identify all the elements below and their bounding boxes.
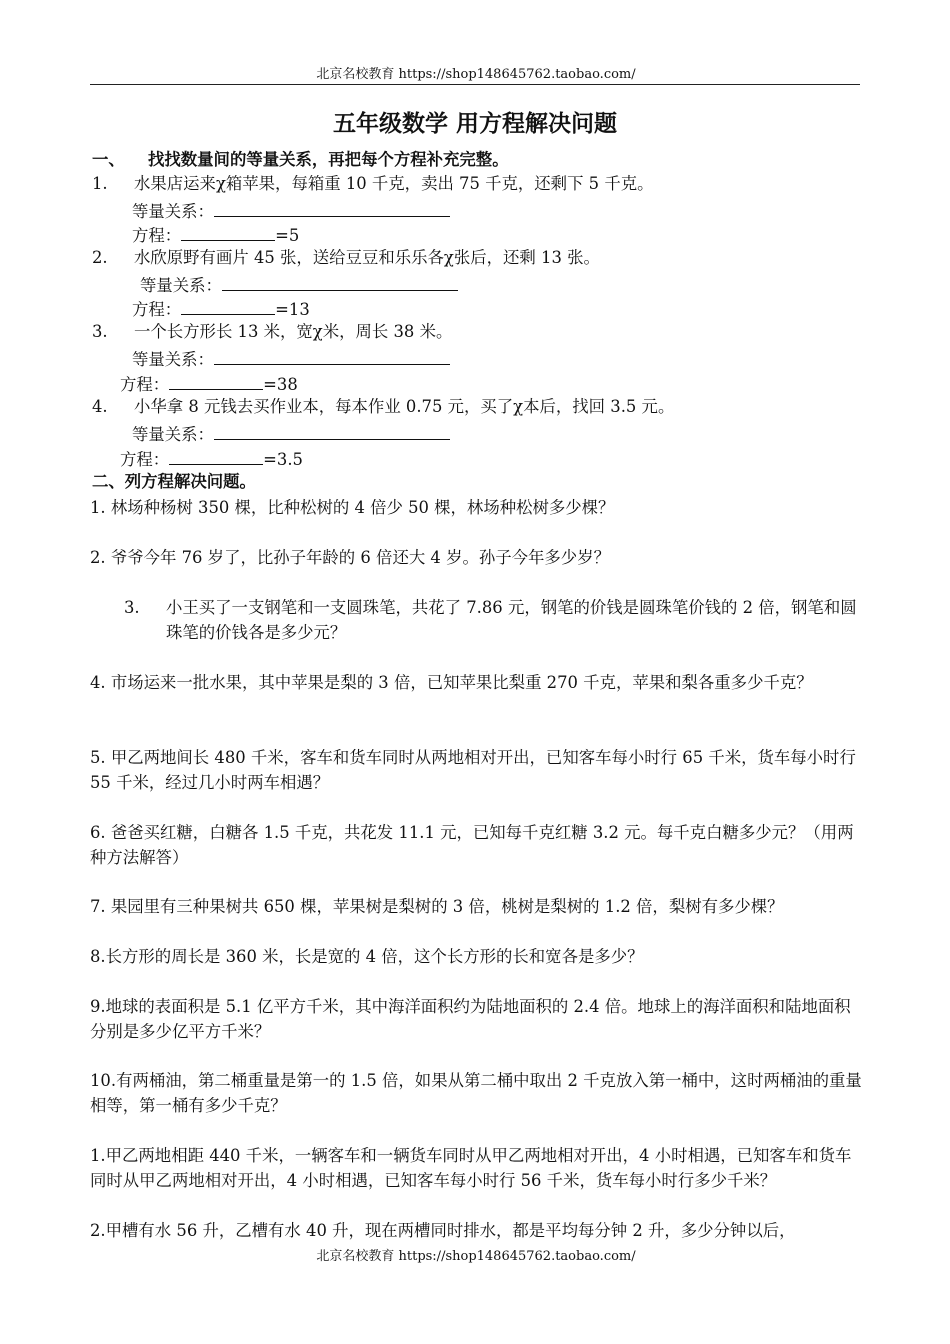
equation-blank[interactable] — [181, 296, 275, 315]
problem-7: 7. 果园里有三种果树共 650 棵，苹果树是梨树的 3 倍，桃树是梨树的 1.2 倍，梨树有多少棵？ — [90, 897, 784, 916]
problem-6: 6. 爸爸买红糖，白糖各 1.5 千克，共花发 11.1 元，已知每千克红糖 3.2 元。每千克白糖多少元？（用两种方法解答） — [90, 823, 854, 867]
equation-blank[interactable] — [169, 371, 263, 390]
relation-blank[interactable] — [214, 198, 450, 217]
relation-blank[interactable] — [222, 272, 458, 291]
section1-heading-text: 找找数量间的等量关系，再把每个方程补充完整。 — [148, 150, 509, 169]
header-rule — [90, 84, 860, 85]
problem-8: 8.长方形的周长是 360 米，长是宽的 4 倍，这个长方形的长和宽各是多少？ — [90, 947, 644, 966]
problem-4: 4. 市场运来一批水果，其中苹果是梨的 3 倍，已知苹果比梨重 270 千克，苹果和梨各重多少千克？ — [90, 673, 813, 692]
question-2 — [92, 246, 600, 270]
equation-result: =3.5 — [263, 450, 303, 469]
problem-10: 10.有两桶油，第二桶重量是第一的 1.5 倍，如果从第二桶中取出 2 千克放入第一桶中，这时两桶油的重量相等，第一桶有多少千克？ — [90, 1071, 862, 1115]
problem-5: 5. 甲乙两地间长 480 千米，客车和货车同时从两地相对开出，已知客车每小时行 65 千米，货车每小时行 55 千米，经过几小时两车相遇？ — [90, 748, 856, 792]
question-4-equation — [120, 446, 303, 472]
equation-blank[interactable] — [181, 222, 275, 241]
equation-result: =38 — [263, 375, 298, 394]
page-header: 北京名校教育 https://shop148645762.taobao.com/ — [316, 67, 636, 82]
question-4-relation — [132, 421, 450, 447]
section2-heading: 二、列方程解决问题。 — [92, 472, 256, 491]
question-1-relation — [132, 198, 450, 224]
section1-heading-num: 一、 — [92, 150, 125, 169]
question-3-equation — [120, 371, 298, 397]
question-3-text: 一个长方形长 13 米，宽χ米，周长 38 米。 — [134, 322, 453, 341]
question-4 — [92, 395, 674, 419]
question-1 — [92, 172, 654, 196]
equation-label: 方程： — [132, 300, 182, 319]
equation-label: 方程： — [132, 226, 182, 245]
equation-label: 方程： — [120, 375, 170, 394]
question-2-relation — [140, 272, 458, 298]
page-title: 五年级数学 用方程解决问题 — [332, 110, 617, 137]
question-1-text: 水果店运来χ箱苹果，每箱重 10 千克，卖出 75 千克，还剩下 5 千克。 — [134, 174, 654, 193]
relation-label: 等量关系： — [132, 350, 214, 369]
question-3 — [92, 320, 452, 344]
problem-1: 1. 林场种杨树 350 棵，比种松树的 4 倍少 50 棵，林场种松树多少棵？ — [90, 498, 615, 517]
page-footer: 北京名校教育 https://shop148645762.taobao.com/ — [316, 1249, 636, 1264]
question-3-num: 3. — [92, 322, 108, 341]
question-3-relation — [132, 346, 450, 372]
equation-blank[interactable] — [169, 446, 263, 465]
equation-result: =13 — [275, 300, 310, 319]
question-1-num: 1. — [92, 174, 108, 193]
question-2-num: 2. — [92, 248, 108, 267]
equation-result: =5 — [275, 226, 300, 245]
relation-label: 等量关系： — [132, 202, 214, 221]
relation-label: 等量关系： — [132, 425, 214, 444]
question-2-equation — [132, 296, 310, 322]
question-4-num: 4. — [92, 397, 108, 416]
problem-9: 9.地球的表面积是 5.1 亿平方千米，其中海洋面积约为陆地面积的 2.4 倍。地球上的海洋面积和陆地面积分别是多少亿平方千米？ — [90, 997, 851, 1041]
relation-label: 等量关系： — [140, 276, 222, 295]
relation-blank[interactable] — [214, 346, 450, 365]
section1-heading — [92, 148, 509, 172]
extra-problem-2: 2.甲槽有水 56 升，乙槽有水 40 升，现在两槽同时排水，都是平均每分钟 2 升，多少分钟以后， — [90, 1221, 796, 1240]
relation-blank[interactable] — [214, 421, 450, 440]
question-1-equation — [132, 222, 299, 248]
problem-3-text: 小王买了一支钢笔和一支圆珠笔，共花了 7.86 元，钢笔的价钱是圆珠笔价钱的 2 倍，钢笔和圆珠笔的价钱各是多少元？ — [166, 598, 857, 642]
problem-2: 2. 爷爷今年 76 岁了，比孙子年龄的 6 倍还大 4 岁。孙子今年多少岁？ — [90, 548, 610, 567]
question-4-text: 小华拿 8 元钱去买作业本，每本作业 0.75 元，买了χ本后，找回 3.5 元。 — [134, 397, 675, 416]
question-2-text: 水欣原野有画片 45 张，送给豆豆和乐乐各χ张后，还剩 13 张。 — [134, 248, 600, 267]
equation-label: 方程： — [120, 450, 170, 469]
extra-problem-1: 1.甲乙两地相距 440 千米，一辆客车和一辆货车同时从甲乙两地相对开出，4 小时相遇，已知客车和货车同时从甲乙两地相对开出，4 小时相遇，已知客车每小时行 56 千米，货车每小时行多少千米？ — [90, 1146, 852, 1190]
problem-3 — [124, 595, 862, 645]
problem-3-num: 3. — [124, 598, 140, 617]
